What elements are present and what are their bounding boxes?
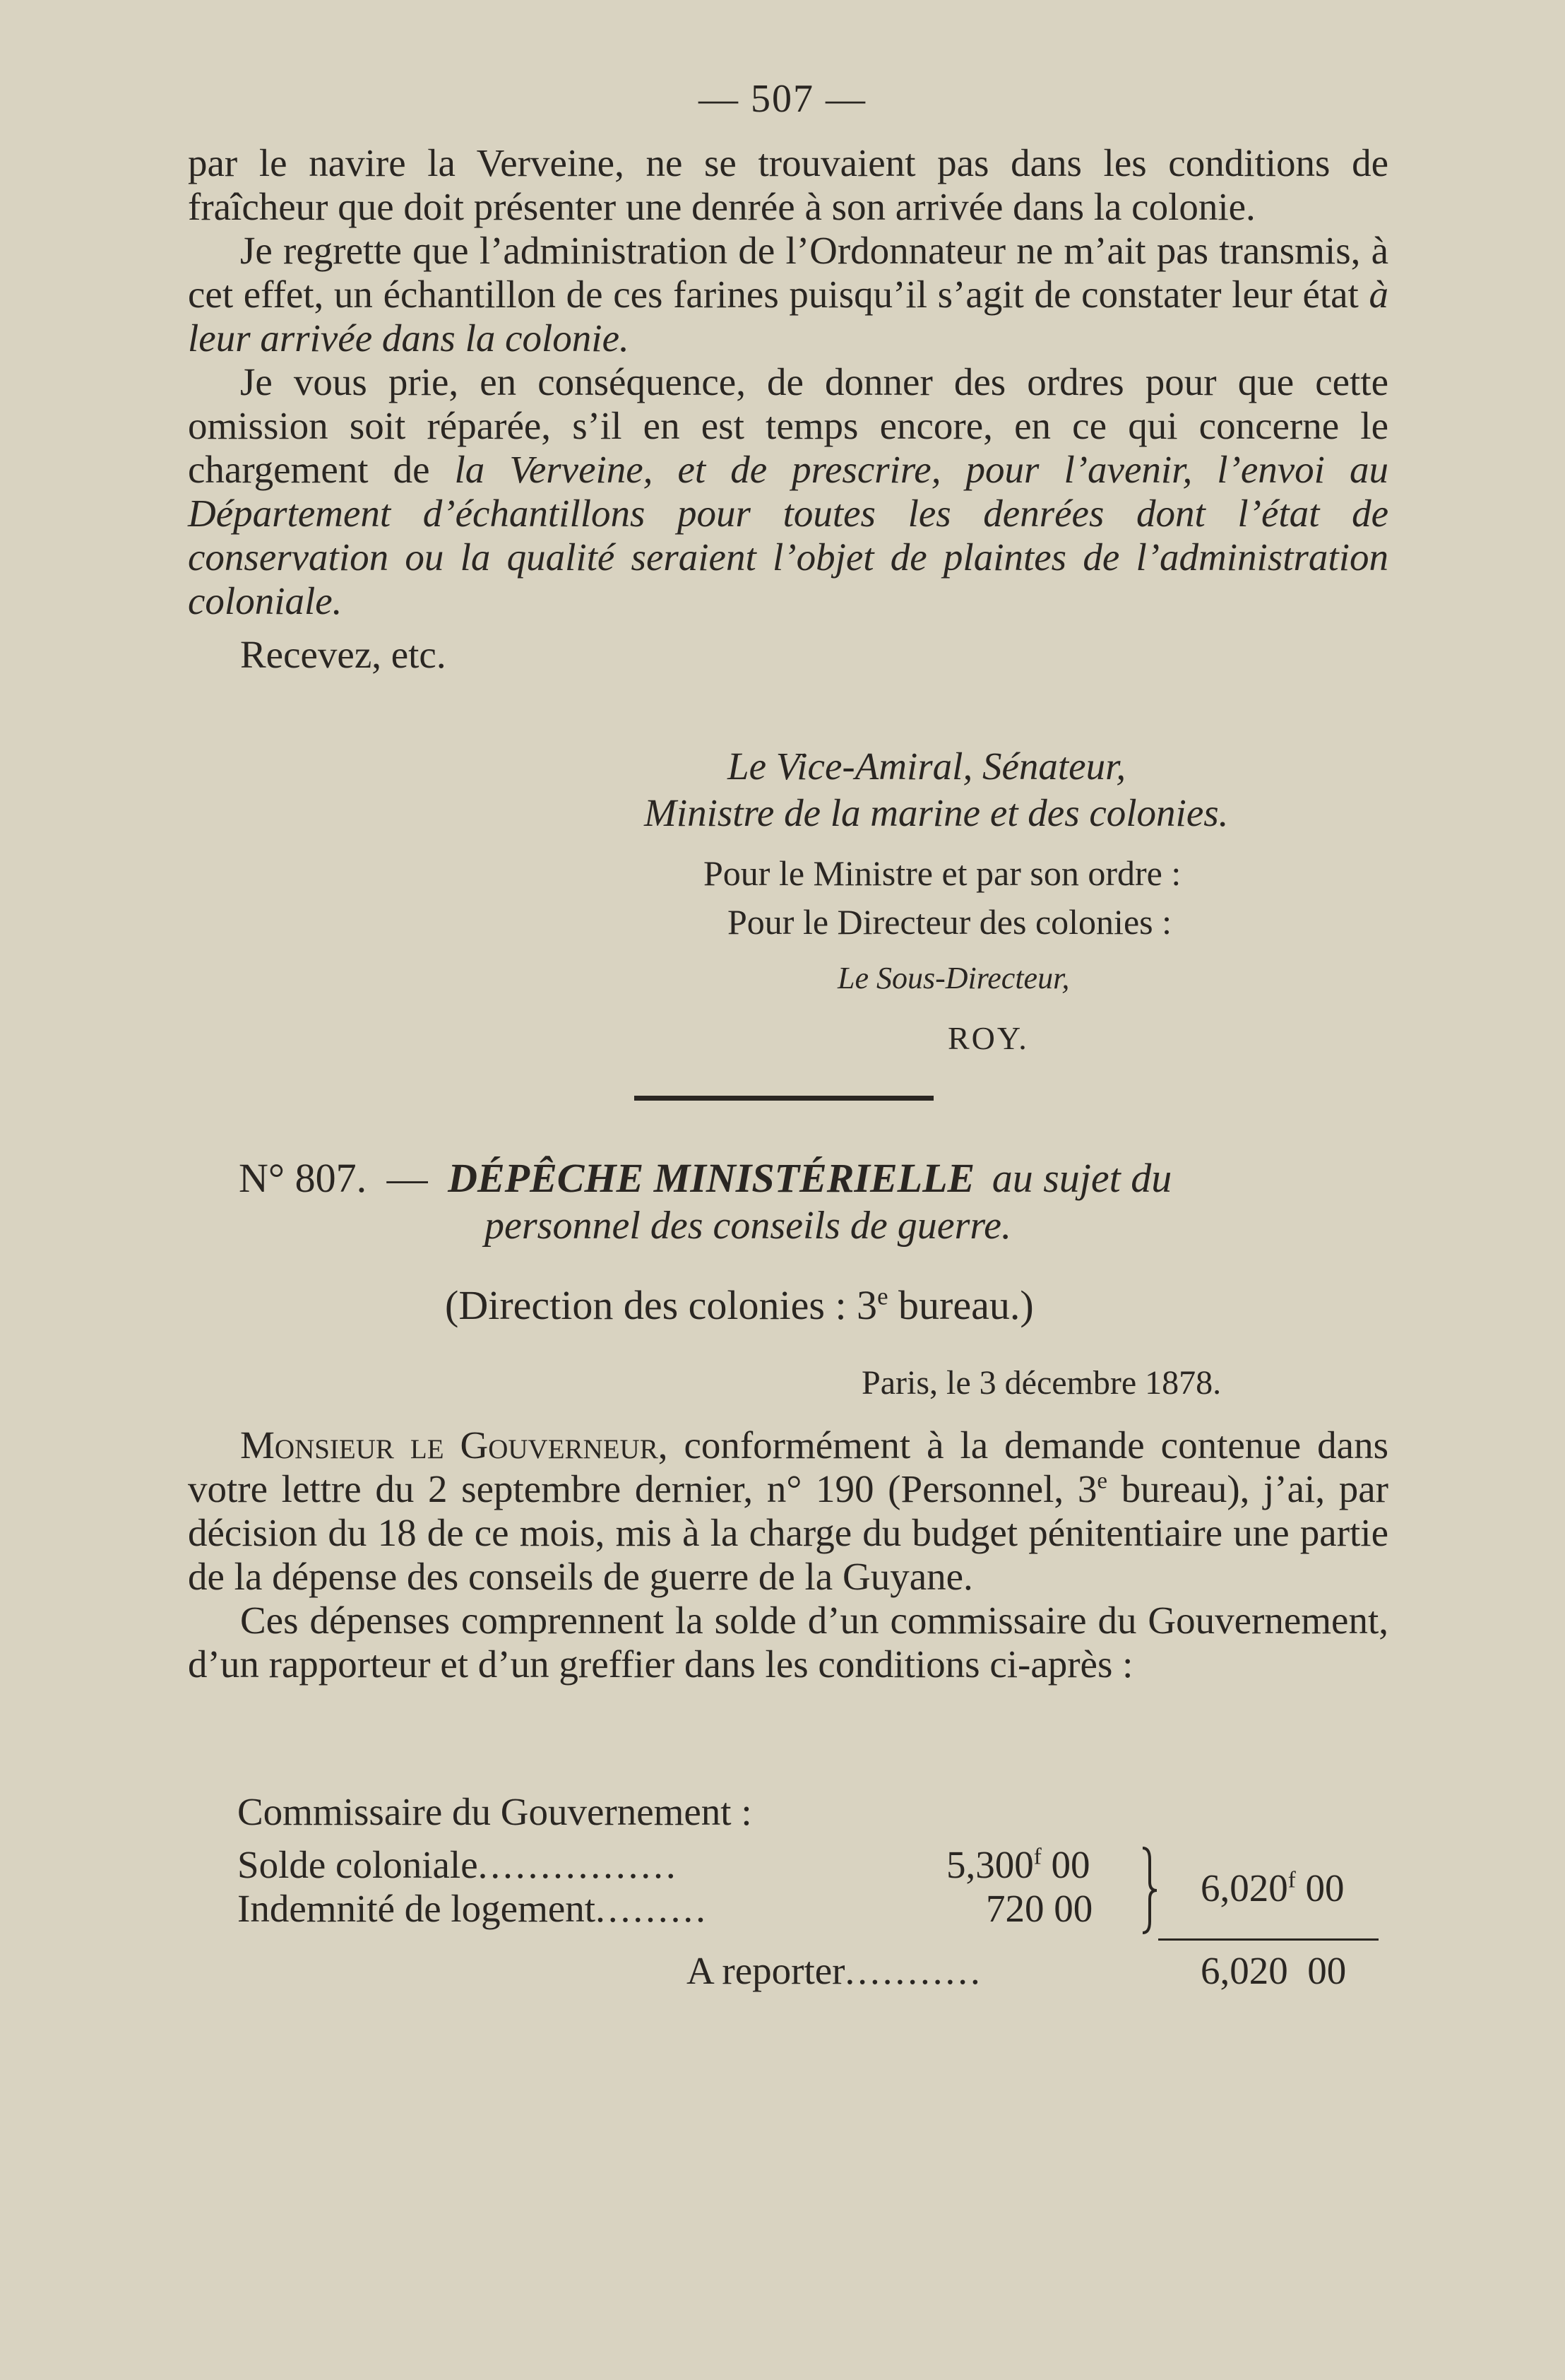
leader-dots: ......... — [595, 1887, 708, 1930]
superscript: f — [1287, 1867, 1296, 1893]
paragraph-text: Ces dépenses comprennent la solde d’un commissaire du Gouvernement, d’un rapporteur et d’un greffier dans les conditions ci-après : — [188, 1599, 1388, 1686]
dateline: Paris, le 3 décembre 1878. — [862, 1364, 1222, 1402]
subtotal-cents: 00 — [1295, 1866, 1345, 1910]
leader-dots: ........... — [845, 1949, 983, 1992]
carry-label: A reporter — [686, 1949, 845, 1992]
paragraph-text: bureau), j’ai, par décision du 18 de ce mois, mis à la charge du budget pénitentiaire une partie de la dépense des conseils de guerre de la Guyane. — [188, 1467, 1388, 1598]
amount: 720 — [986, 1887, 1045, 1930]
paragraph-text: par le navire la Verveine, ne se trouvaient pas dans les conditions de fraîcheur que doit présenter une denrée à son arrivée dans la colonie. — [188, 141, 1388, 228]
signature-director: Pour le Directeur des colonies : — [727, 902, 1172, 942]
carry-forward-label — [686, 1950, 983, 1992]
document-subject: au sujet du — [992, 1155, 1172, 1201]
emphasis-text: la Verveine, et de prescrire, pour l’avenir, l’envoi au Département d’échantillons pour toutes les denrées dont l’état de conservation ou la qualité seraient l’objet de plaintes de l’administration coloniale. — [188, 448, 1388, 622]
paragraph — [188, 141, 1388, 229]
amount-cents: 00 — [1041, 1843, 1090, 1886]
subtotal-amount: 6,020 — [1201, 1866, 1288, 1910]
direction-text: bureau.) — [888, 1282, 1034, 1328]
dispatch-body — [188, 1423, 1388, 1686]
page-number-header: — 507 — — [698, 77, 867, 121]
document-subject-line2: personnel des conseils de guerre. — [484, 1204, 1011, 1248]
superscript: e — [877, 1282, 888, 1310]
table-row-amount — [986, 1888, 1093, 1930]
carry-forward-amount: 6,020 00 — [1201, 1949, 1347, 1992]
amount-cents: 00 — [1044, 1887, 1093, 1930]
table-heading: Commissaire du Gouvernement : — [237, 1790, 752, 1833]
paragraph — [188, 1423, 1388, 1599]
document-number — [239, 1157, 1172, 1200]
paragraph — [188, 360, 1388, 623]
table-row-amount — [946, 1844, 1090, 1886]
signature-title: Le Vice-Amiral, Sénateur, — [727, 745, 1126, 788]
paragraph-text: Je vous prie, en conséquence, de donner des ordres pour que cette omission soit réparée, s’il en est temps encore, en ce qui concerne le chargement de — [188, 360, 1388, 491]
document-title: DÉPÊCHE MINISTÉRIELLE — [448, 1155, 975, 1201]
total-rule — [1158, 1938, 1379, 1941]
closing-text: Recevez, etc. — [240, 633, 446, 676]
paragraph-text: Je regrette que l’administration de l’Ordonnateur ne m’ait pas transmis, à cet effet, un échantillon de ces farines puisqu’il s’agit de constater leur état — [188, 229, 1388, 316]
emphasis-text: à leur arrivée dans la colonie. — [188, 273, 1388, 360]
heading-dash: — — [386, 1155, 428, 1201]
table-row-label — [237, 1844, 679, 1886]
signature-subdirector: Le Sous-Directeur, — [838, 961, 1070, 995]
brace-icon — [1138, 1845, 1160, 1936]
subtotal — [1201, 1867, 1345, 1910]
row-label: Indemnité de logement — [237, 1887, 596, 1930]
paragraph — [188, 1599, 1388, 1686]
direction-line — [445, 1284, 1034, 1327]
direction-text: (Direction des colonies : 3 — [445, 1282, 878, 1328]
signature-name: ROY. — [948, 1020, 1029, 1056]
paragraph — [188, 229, 1388, 360]
closing-formula — [188, 633, 1388, 677]
leader-dots: ................ — [477, 1843, 679, 1886]
section-divider — [634, 1096, 934, 1101]
section-continuation — [188, 141, 1388, 677]
superscript: e — [1097, 1468, 1107, 1494]
signature-ministry: Ministre de la marine et des colonies. — [644, 791, 1229, 834]
paragraph-text: , conformément à la demande contenue dans votre lettre du 2 septembre dernier, n° 190 (Personnel, 3 — [188, 1423, 1388, 1510]
salutation: Monsieur le Gouverneur — [240, 1423, 658, 1467]
superscript: f — [1033, 1844, 1042, 1870]
amount: 5,300 — [946, 1843, 1034, 1886]
row-label: Solde coloniale — [237, 1843, 478, 1886]
table-row-label — [237, 1888, 708, 1930]
signature-delegation: Pour le Ministre et par son ordre : — [703, 853, 1182, 893]
document-number-text: N° 807. — [239, 1155, 367, 1201]
